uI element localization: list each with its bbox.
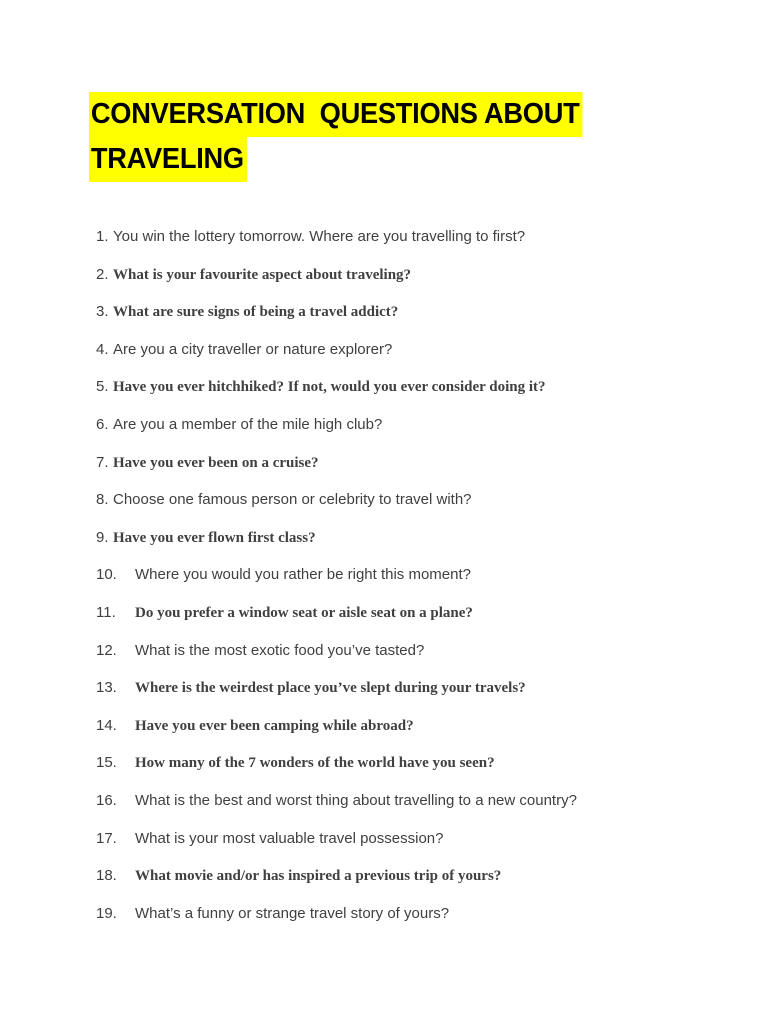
question-number: 2.: [96, 265, 109, 283]
question-number: 5.: [96, 378, 109, 396]
question-text: What’s a funny or strange travel story of yours?: [135, 904, 450, 922]
title-line-2: TRAVELING: [89, 137, 247, 182]
question-number: 14.: [96, 716, 117, 734]
question-text: What are sure signs of being a travel addict?: [113, 304, 399, 321]
question-number: 18.: [96, 867, 117, 885]
question-number: 9.: [96, 528, 109, 546]
question-number: 7.: [96, 453, 109, 471]
question-text: Have you ever hitchhiked? If not, would you ever consider doing it?: [113, 379, 546, 396]
question-number: 3.: [96, 303, 109, 321]
question-item: [0, 451, 768, 489]
question-item: [0, 526, 768, 564]
question-item: [0, 751, 768, 789]
document-title: [89, 92, 709, 182]
question-text: What movie and/or has inspired a previous trip of yours?: [135, 868, 502, 885]
question-text: Have you ever been on a cruise?: [113, 454, 319, 471]
question-item: [0, 864, 768, 902]
question-item: [0, 338, 768, 376]
question-item: [0, 601, 768, 639]
question-number: 19.: [96, 904, 117, 922]
question-item: [0, 225, 768, 263]
question-text: Where is the weirdest place you’ve slept during your travels?: [135, 680, 526, 697]
question-item: [0, 563, 768, 601]
question-number: 8.: [96, 491, 109, 509]
question-item: [0, 300, 768, 338]
question-number: 13.: [96, 679, 117, 697]
question-item: [0, 413, 768, 451]
question-number: 17.: [96, 829, 117, 847]
question-item: [0, 263, 768, 301]
question-text: Are you a city traveller or nature explorer?: [113, 340, 393, 358]
question-text: What is the best and worst thing about travelling to a new country?: [135, 791, 577, 809]
question-number: 1.: [96, 228, 109, 245]
question-text: You win the lottery tomorrow. Where are you travelling to first?: [113, 228, 526, 245]
question-item: [0, 375, 768, 413]
question-number: 6.: [96, 415, 109, 433]
question-text: Have you ever flown first class?: [113, 529, 316, 546]
question-text: Have you ever been camping while abroad?: [135, 717, 414, 734]
question-number: 12.: [96, 641, 117, 659]
question-text: Choose one famous person or celebrity to travel with?: [113, 491, 472, 509]
question-item: [0, 676, 768, 714]
question-item: [0, 789, 768, 827]
question-item: [0, 488, 768, 526]
question-text: How many of the 7 wonders of the world have you seen?: [135, 755, 495, 772]
question-number: 11.: [96, 603, 116, 621]
question-list: [0, 225, 768, 939]
question-number: 10.: [96, 566, 117, 584]
question-text: What is your most valuable travel possession?: [135, 829, 444, 847]
question-number: 15.: [96, 754, 117, 772]
question-item: [0, 639, 768, 677]
question-number: 4.: [96, 340, 109, 358]
question-item: [0, 714, 768, 752]
title-line-1: CONVERSATION QUESTIONS ABOUT: [89, 92, 582, 137]
question-item: [0, 827, 768, 865]
question-text: Are you a member of the mile high club?: [113, 415, 383, 433]
question-text: What is the most exotic food you’ve tasted?: [135, 641, 425, 659]
question-text: What is your favourite aspect about traveling?: [113, 266, 412, 283]
question-text: Where you would you rather be right this moment?: [135, 566, 471, 584]
question-item: [0, 902, 768, 940]
question-number: 16.: [96, 791, 117, 809]
question-text: Do you prefer a window seat or aisle seat on a plane?: [135, 604, 473, 621]
